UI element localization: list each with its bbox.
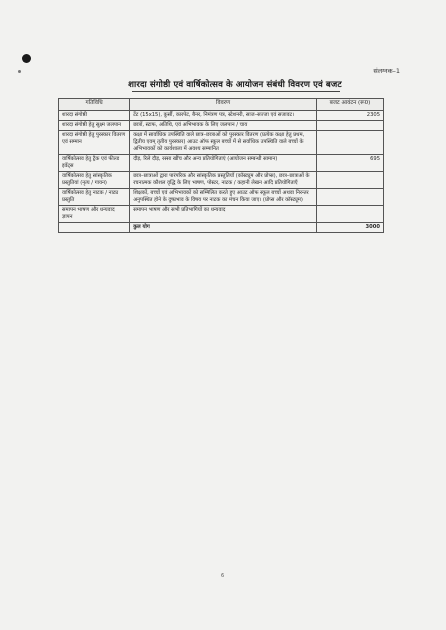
table-header-row [59, 99, 384, 111]
table-row [59, 155, 384, 172]
activity-cell: वार्षिकोत्सव हेतु नाटक / नाट्य प्रस्तुति [59, 189, 130, 206]
details-cell: कक्षा में सार्वाधिक उपस्थिति वाले छात्र–छात्राओं को पुरस्कार वितरण (प्रत्येक कक्षा हेतु प्रथम, द्वितीय एवम् तृतीय पुरस्कार) आउट ऑफ स्कूल बच्चों में से सर्वाधिक उपस्थिति वाले बच्चों के अभिभावकों को कार्यशाला में अवश्य सम्मानित [130, 131, 317, 155]
total-label: कुल योग [130, 223, 317, 233]
table-row [59, 206, 384, 223]
details-cell: समापन भाषण और सभी प्रतिभागियों का धन्यवाद [130, 206, 317, 223]
budget-cell: 695 [316, 155, 383, 172]
total-row [59, 223, 384, 233]
budget-cell [316, 206, 383, 223]
table-row [59, 131, 384, 155]
activity-cell: समापन भाषण और धन्यवाद ज्ञापन [59, 206, 130, 223]
budget-cell [316, 121, 383, 131]
header-activity: गतिविधि [59, 99, 130, 111]
title-underline [132, 91, 340, 92]
details-cell: शिक्षकों, बच्चों एवं अभिभावकों को सम्मिलित करते हुए आउट ऑफ स्कूल बच्चों अथवा निरन्तर अनुपस्थित होने के दुष्प्रभाव के विषय पर नाटक का मंचन किया जाए। (प्रोप्स और कॉस्ट्यूम) [130, 189, 317, 206]
details-cell: छात्र–छात्राओं द्वारा पारंपरिक और सांस्कृतिक प्रस्तुतियाँ (कॉस्ट्यूम और प्रोप्स), छात्र–छात्राओं के रचनात्मक कौशल वृद्धि के लिए भाषण, पोस्टर, नाटक / कहानी लेखन आदि प्रतियोगिताएँ [130, 172, 317, 189]
table-row [59, 111, 384, 121]
details-cell: छात्रों, स्टाफ, अतिथि, एवं अभिभावक के लिए जलपान / चाय [130, 121, 317, 131]
budget-table [58, 98, 384, 233]
activity-cell: शारदा संगोष्ठी हेतु पुरस्कार वितरण एवं सम्मान [59, 131, 130, 155]
header-budget: बजट आवंटन (रू0) [316, 99, 383, 111]
activity-cell: वार्षिकोत्सव हेतु ट्रैक एवं फील्ड इवेंट्स [59, 155, 130, 172]
total-amount: 3000 [316, 223, 383, 233]
budget-cell [316, 189, 383, 206]
header-details: विवरण [130, 99, 317, 111]
punch-hole-mark [22, 54, 31, 63]
document-title: शारदा संगोष्ठी एवं वार्षिकोत्सव के आयोजन संबंधी विवरण एवं बजट [128, 80, 342, 90]
table-row [59, 121, 384, 131]
table-row [59, 172, 384, 189]
activity-cell: शारदा संगोष्ठी [59, 111, 130, 121]
details-cell: टेंट (15x15), कुर्सी, कारपेट, बैनर, निमंत्रण पत्र, स्टेशनरी, साज–सज्जा एवं सजावट। [130, 111, 317, 121]
details-cell: दौड़, रिले दौड़, रस्सा खींच और अन्य प्रतियोगिताएं (आयोजन सम्बन्धी सामान) [130, 155, 317, 172]
annexure-label: संलग्नक–1 [373, 67, 400, 75]
table-row [59, 189, 384, 206]
total-spacer-cell [59, 223, 130, 233]
activity-cell: शारदा संगोष्ठी हेतु सूक्ष्म जलपान [59, 121, 130, 131]
punch-hole-mark-small [18, 70, 21, 73]
budget-cell [316, 131, 383, 155]
activity-cell: वार्षिकोत्सव हेतु सांस्कृतिक प्रस्तुतियां (नृत्य / गायन) [59, 172, 130, 189]
budget-cell [316, 172, 383, 189]
page-number: 6 [221, 573, 225, 579]
budget-cell: 2305 [316, 111, 383, 121]
